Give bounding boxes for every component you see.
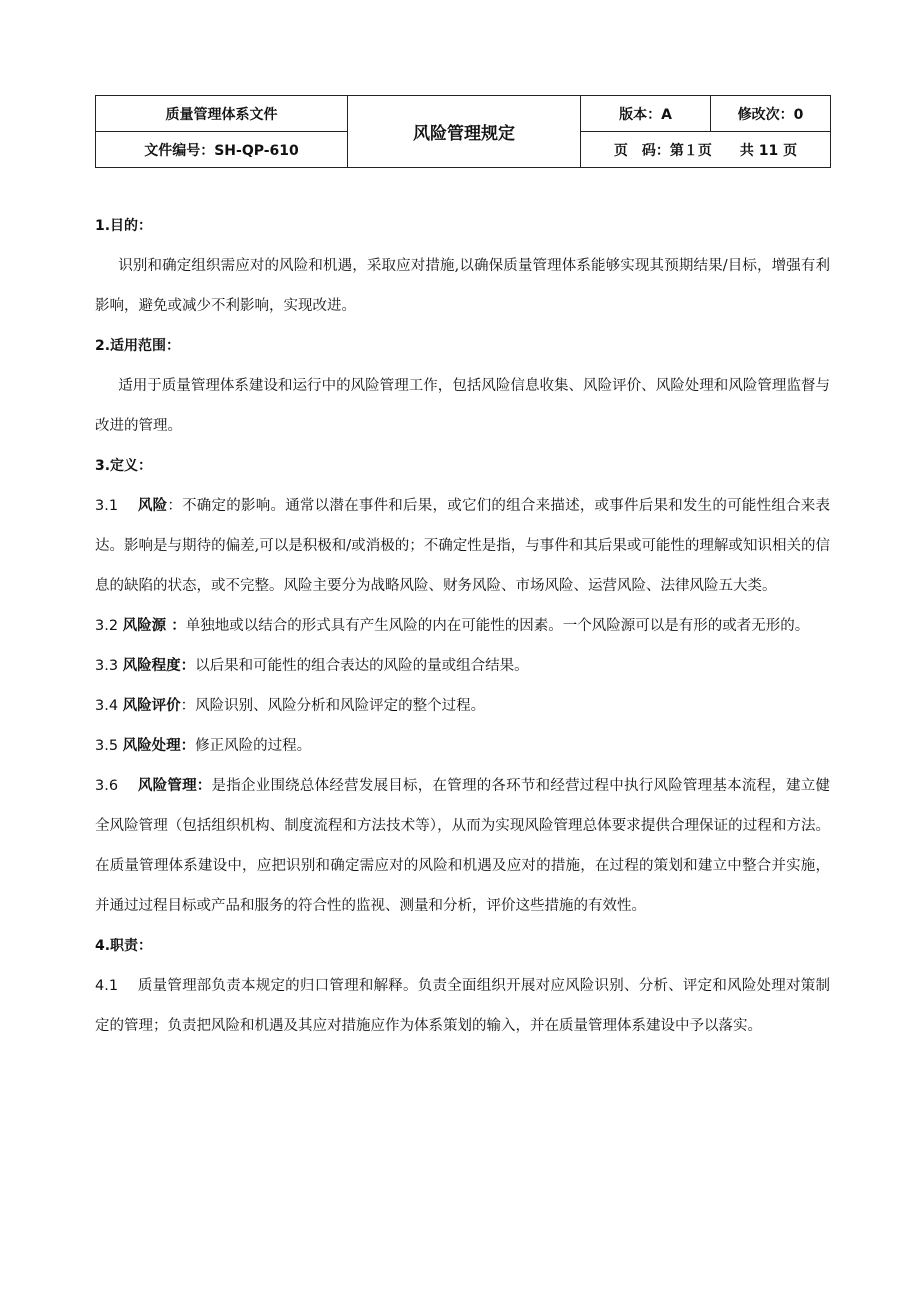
item-number: 3.3: [95, 658, 123, 674]
system-doc-label: 质量管理体系文件: [96, 96, 348, 132]
responsibility-item: [95, 966, 830, 1046]
section-heading-responsibilities: 4.职责：: [95, 938, 153, 954]
definition-item: [95, 726, 830, 766]
definition-text: 单独地或以结合的形式具有产生风险的内在可能性的因素。一个风险源可以是有形的或者无形的。: [185, 618, 810, 634]
item-number: 3.4: [95, 698, 123, 714]
item-number: 4.1: [95, 978, 138, 994]
definition-text: ：不确定的影响。通常以潜在事件和后果，或它们的组合来描述，或事件后果和发生的可能性组合来表达。影响是与期待的偏差,可以是积极和/或消极的；不确定性是指，与事件和其后果或可能性的理解或知识相关的信息的缺陷的状态，或不完整。风险主要分为战略风险、财务风险、市场风险、运营风险、法律风险五大类。: [95, 498, 831, 594]
page-info: 页 码：第１页 共 11 页: [581, 132, 831, 168]
version-label: 版本：A: [581, 96, 711, 132]
definition-text: 以后果和可能性的组合表达的风险的量或组合结果。: [195, 658, 529, 674]
section-body-purpose: 识别和确定组织需应对的风险和机遇，采取应对措施,以确保质量管理体系能够实现其预期结果/目标，增强有利影响，避免或减少不利影响，实现改进。: [95, 258, 830, 314]
definition-text: 修正风险的过程。: [195, 738, 312, 754]
definition-item: [95, 606, 830, 646]
definition-text: 是指企业围绕总体经营发展目标，在管理的各环节和经营过程中执行风险管理基本流程，建立健全风险管理（包括组织机构、制度流程和方法技术等），从而为实现风险管理总体要求提供合理保证的过程和方法。在质量管理体系建设中，应把识别和确定需应对的风险和机遇及应对的措施，在过程的策划和建立中整合并实施，并通过过程目标或产品和服务的符合性的监视、测量和分析，评价这些措施的有效性。: [95, 778, 831, 914]
responsibility-text: 质量管理部负责本规定的归口管理和解释。负责全面组织开展对应风险识别、分析、评定和风险处理对策制定的管理；负责把风险和机遇及其应对措施应作为体系策划的输入，并在质量管理体系建设中予以落实。: [95, 978, 831, 1034]
definition-item: [95, 766, 830, 926]
definition-item: [95, 646, 830, 686]
definition-item: [95, 686, 830, 726]
item-number: 3.5: [95, 738, 123, 754]
document-body: [95, 206, 830, 1046]
item-number: 3.2: [95, 618, 123, 634]
definition-term: 风险管理：: [137, 778, 212, 794]
document-title: 风险管理规定: [348, 96, 581, 168]
definition-term: 风险: [137, 498, 168, 514]
definition-term: 风险评价: [122, 698, 181, 714]
item-number: 3.6: [95, 778, 138, 794]
section-heading-purpose: 1.目的：: [95, 218, 153, 234]
revision-label: 修改次：0: [711, 96, 831, 132]
document-number: 文件编号：SH-QP-610: [96, 132, 348, 168]
document-header-table: [95, 95, 831, 168]
section-heading-definitions: 3.定义：: [95, 458, 153, 474]
definition-text: ：风险识别、风险分析和风险评定的整个过程。: [180, 698, 486, 714]
definition-term: 风险处理：: [122, 738, 196, 754]
definition-term: 风险程度：: [122, 658, 196, 674]
definition-item: [95, 486, 830, 606]
item-number: 3.1: [95, 498, 138, 514]
section-body-scope: 适用于质量管理体系建设和运行中的风险管理工作，包括风险信息收集、风险评价、风险处理和风险管理监督与改进的管理。: [95, 378, 830, 434]
section-heading-scope: 2.适用范围：: [95, 338, 181, 354]
definition-term: 风险源 ：: [122, 618, 186, 634]
